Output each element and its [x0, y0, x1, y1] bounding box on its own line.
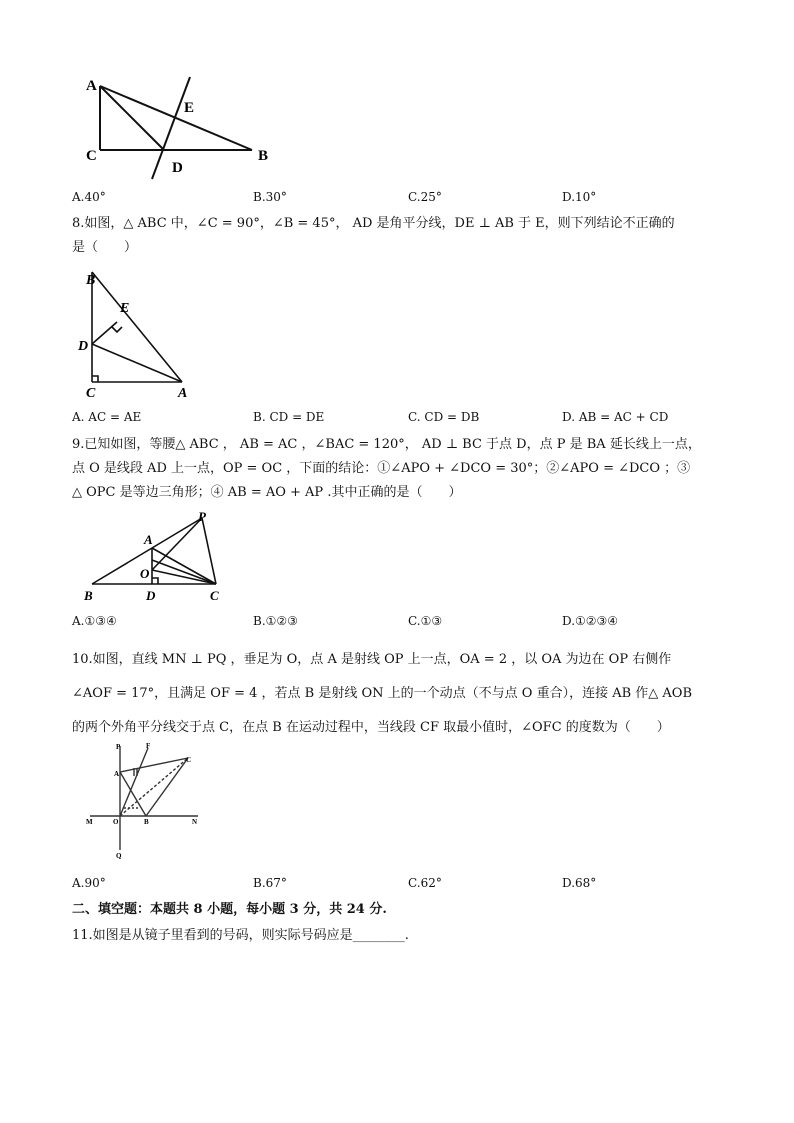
- q10-stem: [72, 643, 722, 745]
- q10-stem-line2: ∠AOF = 17°，且满足 OF = 4 ，若点 B 是射线 ON 上的一个动点（不与点 O 重合），连接 AB 作△ AOB: [72, 686, 693, 701]
- q8-options: [72, 410, 722, 428]
- q9-stem: [72, 433, 722, 505]
- q9-label-O: O: [140, 566, 150, 581]
- q10-option-a[interactable]: A.90°: [72, 876, 106, 890]
- q10-stem-line3: 的两个外角平分线交于点 C，在点 B 在运动过程中，当线段 CF 取最小值时，∠OFC 的度数为（ ）: [72, 720, 670, 735]
- q10-stem-line1: 10.如图，直线 MN ⊥ PQ ，垂足为 O，点 A 是射线 OP 上一点，OA = 2 ，以 OA 为边在 OP 右侧作: [72, 652, 672, 667]
- q7-label-C: C: [86, 148, 97, 164]
- q9-label-B: B: [84, 588, 93, 603]
- q10-option-d[interactable]: D.68°: [562, 876, 597, 890]
- q8-label-A: A: [178, 386, 188, 400]
- q7-figure: [80, 72, 280, 184]
- q8-label-C: C: [86, 386, 96, 400]
- q10-label-C: C: [186, 756, 192, 764]
- q8-label-E: E: [120, 301, 130, 316]
- q7-option-a[interactable]: A.40°: [72, 190, 106, 204]
- q9-option-d[interactable]: D.①②③④: [562, 614, 619, 628]
- q8-stem-line2: 是（ ）: [72, 240, 138, 255]
- q10-figure: [82, 740, 212, 864]
- q7-label-D: D: [172, 160, 183, 176]
- q9-options: [72, 614, 722, 632]
- q10-label-P: P: [116, 743, 121, 751]
- q10-label-N: N: [192, 818, 198, 826]
- q7-option-c[interactable]: C.25°: [408, 190, 442, 204]
- q9-stem-line3: △ OPC 是等边三角形；④ AB = AO + AP .其中正确的是（ ）: [72, 485, 462, 500]
- q10-label-B: B: [144, 818, 149, 826]
- q7-option-b[interactable]: B.30°: [253, 190, 287, 204]
- section-title: 二、填空题：本题共 8 小题，每小题 3 分，共 24 分.: [72, 902, 387, 917]
- q8-stem: [72, 212, 722, 260]
- q7-label-B: B: [258, 148, 269, 164]
- q8-label-D: D: [78, 339, 89, 354]
- q9-option-b[interactable]: B.①②③: [253, 614, 298, 628]
- q9-label-P: P: [198, 509, 206, 524]
- q10-options: [72, 876, 722, 894]
- q9-label-A: A: [144, 532, 153, 547]
- q10-label-Q: Q: [116, 852, 122, 860]
- q10-label-M: M: [86, 818, 93, 826]
- q8-option-a[interactable]: A. AC = AE: [72, 410, 142, 424]
- q10-label-F: F: [146, 742, 151, 750]
- q8-label-B: B: [86, 273, 96, 288]
- q7-label-E: E: [184, 100, 195, 116]
- q9-stem-line1: 9.已知如图，等腰△ ABC ， AB = AC ，∠BAC = 120°， AD ⊥ BC 于点 D，点 P 是 BA 延长线上一点，: [72, 437, 701, 452]
- q11-text: 11.如图是从镜子里看到的号码，则实际号码应是: [72, 928, 353, 943]
- q11-stem: [72, 924, 722, 948]
- q9-option-a[interactable]: A.①③④: [72, 614, 117, 628]
- q10-label-A: A: [114, 770, 120, 778]
- q9-figure: [80, 508, 240, 608]
- q8-figure: [72, 264, 202, 400]
- q8-stem-line1: 8.如图，△ ABC 中，∠C = 90°，∠B = 45°， AD 是角平分线，DE ⊥ AB 于 E，则下列结论不正确的: [72, 216, 675, 231]
- q9-label-C: C: [210, 588, 219, 603]
- q8-option-b[interactable]: B. CD = DE: [253, 410, 325, 424]
- q7-options: [72, 190, 722, 208]
- q10-option-c[interactable]: C.62°: [408, 876, 442, 890]
- q9-label-D: D: [146, 588, 156, 603]
- q11-answer-blank[interactable]: ________.: [352, 928, 409, 943]
- q10-option-b[interactable]: B.67°: [253, 876, 287, 890]
- q9-option-c[interactable]: C.①③: [408, 614, 443, 628]
- q7-label-A: A: [86, 78, 97, 94]
- q8-option-c[interactable]: C. CD = DB: [408, 410, 480, 424]
- q7-option-d[interactable]: D.10°: [562, 190, 597, 204]
- q9-stem-line2: 点 O 是线段 AD 上一点，OP = OC ，下面的结论：①∠APO + ∠DCO = 30°；②∠APO = ∠DCO ；③: [72, 461, 691, 476]
- q10-label-O: O: [113, 818, 119, 826]
- q8-option-d[interactable]: D. AB = AC + CD: [562, 410, 669, 424]
